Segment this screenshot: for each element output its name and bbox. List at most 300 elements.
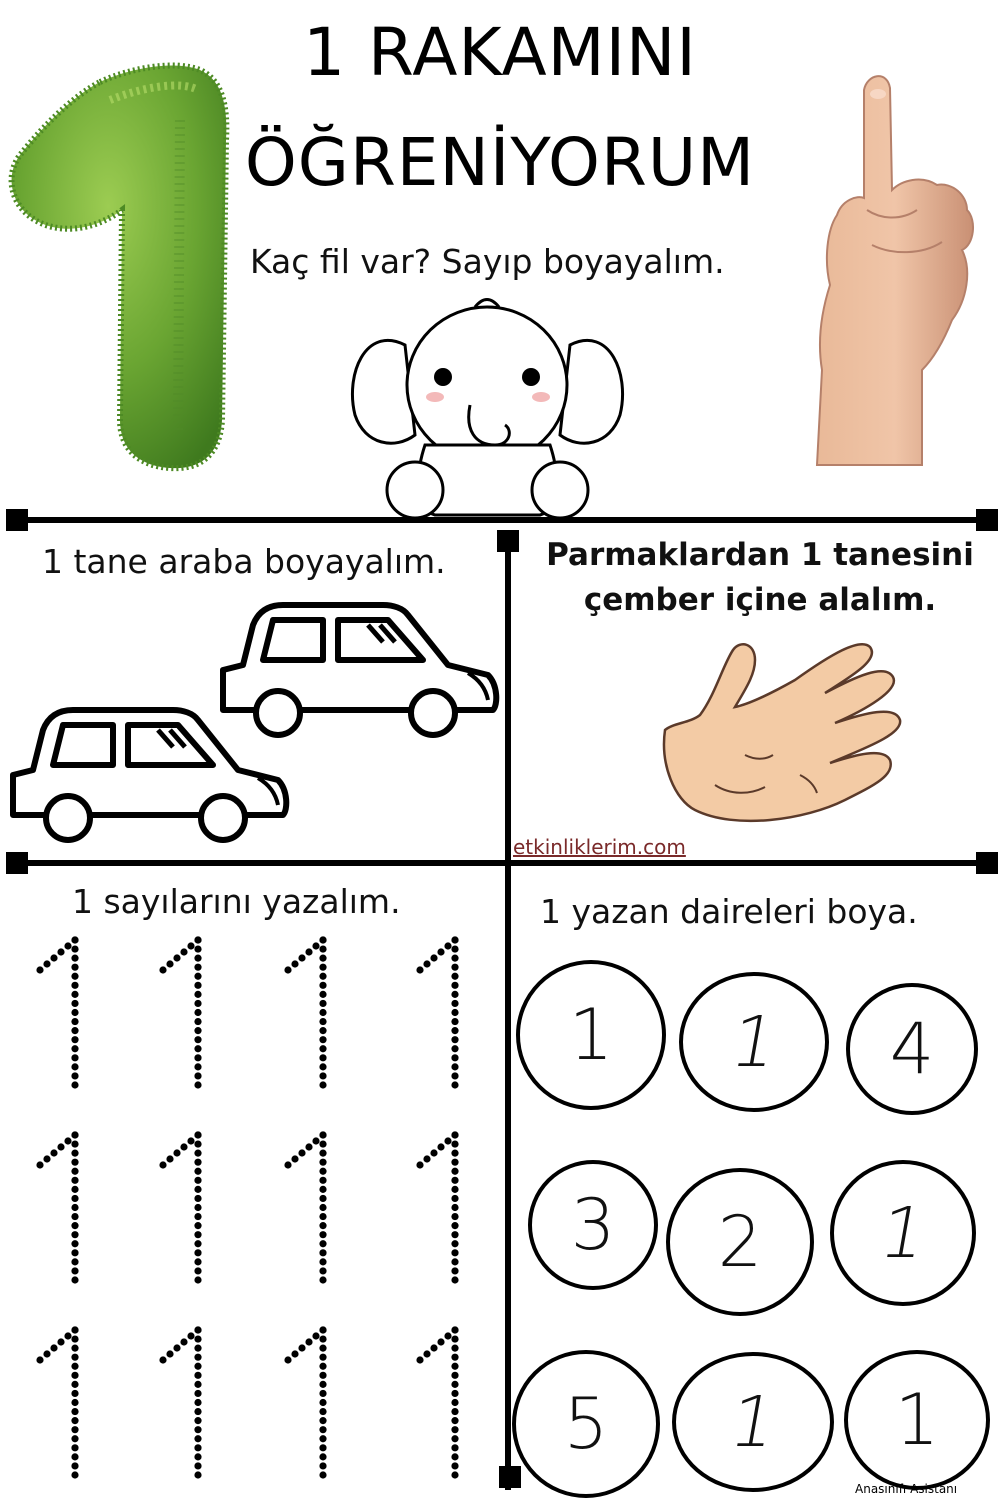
trace-dot	[451, 1426, 458, 1433]
circle-number: 1	[873, 1192, 933, 1274]
trace-dot	[437, 948, 444, 955]
trace-dot	[451, 955, 458, 962]
trace-dot	[194, 1444, 201, 1451]
trace-dot	[71, 1444, 78, 1451]
trace-dot	[71, 1222, 78, 1229]
trace-ones-grid	[0, 930, 500, 1490]
trace-dot	[305, 948, 312, 955]
trace-dot	[451, 1240, 458, 1247]
trace-dot	[319, 1417, 326, 1424]
trace-dot	[194, 1222, 201, 1229]
trace-dot	[451, 1326, 458, 1333]
trace-dot	[451, 1054, 458, 1061]
page-title-line2: ÖĞRENİYORUM	[244, 124, 756, 201]
trace-dot	[451, 1177, 458, 1184]
trace-dot	[319, 1363, 326, 1370]
center-divider	[505, 530, 511, 1490]
trace-dot	[430, 1149, 437, 1156]
trace-dot	[43, 1155, 50, 1162]
trace-dot	[71, 1036, 78, 1043]
trace-one-digit[interactable]	[284, 1326, 326, 1478]
trace-dot	[71, 1435, 78, 1442]
trace-dot	[180, 948, 187, 955]
trace-one-digit[interactable]	[159, 936, 201, 1088]
trace-dot	[437, 1338, 444, 1345]
number-circle[interactable]	[844, 1350, 990, 1490]
trace-dot	[194, 1372, 201, 1379]
trace-dot	[194, 1326, 201, 1333]
trace-dot	[194, 1063, 201, 1070]
trace-dot	[305, 1338, 312, 1345]
trace-dot	[312, 1332, 319, 1339]
trace-dot	[451, 1000, 458, 1007]
trace-dot	[57, 948, 64, 955]
trace-dot	[451, 1258, 458, 1265]
circle-number: 1	[894, 1379, 940, 1461]
trace-dot	[319, 1140, 326, 1147]
trace-dot	[194, 955, 201, 962]
trace-dot	[319, 982, 326, 989]
trace-dot	[194, 1417, 201, 1424]
open-hand-icon	[655, 635, 910, 835]
trace-dot	[187, 1137, 194, 1144]
trace-dot	[64, 1137, 71, 1144]
trace-dot	[451, 1372, 458, 1379]
trace-dot	[319, 1168, 326, 1175]
trace-dot	[319, 1222, 326, 1229]
trace-dot	[451, 1195, 458, 1202]
circle-number: 4	[889, 1008, 935, 1090]
trace-dot	[71, 1258, 78, 1265]
trace-dot	[319, 1240, 326, 1247]
trace-dot	[194, 945, 201, 952]
trace-dot	[319, 991, 326, 998]
trace-dot	[416, 1161, 423, 1168]
trace-dot	[194, 1072, 201, 1079]
trace-dot	[71, 1063, 78, 1070]
trace-dot	[416, 1356, 423, 1363]
trace-dot	[451, 945, 458, 952]
trace-dot	[416, 966, 423, 973]
trace-dot	[71, 1426, 78, 1433]
number-circle[interactable]	[679, 972, 829, 1112]
trace-ones-svg	[0, 930, 500, 1490]
trace-dot	[451, 1335, 458, 1342]
trace-dot	[319, 1335, 326, 1342]
trace-dot	[451, 1027, 458, 1034]
trace-dot	[319, 1081, 326, 1088]
car-icon	[8, 705, 293, 850]
trace-dot	[291, 1155, 298, 1162]
subtitle: Kaç fil var? Sayıp boyayalım.	[250, 242, 725, 281]
trace-dot	[194, 1231, 201, 1238]
number-circle[interactable]	[672, 1352, 834, 1492]
circles-instruction: 1 yazan daireleri boya.	[540, 892, 918, 931]
trace-dot	[194, 1140, 201, 1147]
trace-dot	[319, 1018, 326, 1025]
trace-dot	[64, 942, 71, 949]
trace-dot	[71, 1159, 78, 1166]
trace-dot	[451, 1276, 458, 1283]
trace-dot	[451, 1408, 458, 1415]
trace-dot	[194, 1009, 201, 1016]
trace-dot	[71, 1326, 78, 1333]
trace-dot	[284, 1161, 291, 1168]
trace-one-digit[interactable]	[36, 936, 78, 1088]
number-circle[interactable]	[516, 960, 666, 1110]
trace-dot	[71, 1276, 78, 1283]
credit-text: Anasınıfı Asistanı	[855, 1482, 958, 1496]
trace-dot	[194, 1081, 201, 1088]
trace-dot	[319, 1231, 326, 1238]
trace-dot	[57, 1338, 64, 1345]
trace-dot	[451, 991, 458, 998]
trace-dot	[71, 1267, 78, 1274]
circle-number: 1	[568, 994, 614, 1076]
trace-dot	[71, 1195, 78, 1202]
trace-dot	[194, 1213, 201, 1220]
trace-dot	[444, 942, 451, 949]
trace-dot	[71, 1027, 78, 1034]
trace-dot	[319, 1354, 326, 1361]
trace-dot	[194, 982, 201, 989]
trace-dot	[194, 1195, 201, 1202]
trace-dot	[451, 1444, 458, 1451]
trace-dot	[319, 1258, 326, 1265]
trace-dot	[71, 955, 78, 962]
trace-dot	[319, 1408, 326, 1415]
trace-dot	[71, 964, 78, 971]
fingers-instruction-line1: Parmaklardan 1 tanesini	[546, 537, 974, 573]
trace-dot	[319, 1249, 326, 1256]
trace-dot	[319, 973, 326, 980]
trace-dot	[451, 1063, 458, 1070]
trace-dot	[71, 1471, 78, 1478]
divider-cap	[976, 852, 998, 874]
trace-dot	[451, 1267, 458, 1274]
trace-dot	[159, 1356, 166, 1363]
trace-dot	[437, 1143, 444, 1150]
trace-dot	[451, 1363, 458, 1370]
trace-dot	[451, 1131, 458, 1138]
trace-dot	[451, 1453, 458, 1460]
trace-dot	[194, 1186, 201, 1193]
trace-one-digit[interactable]	[159, 1131, 201, 1283]
trace-dot	[319, 1444, 326, 1451]
trace-dot	[451, 1018, 458, 1025]
trace-dot	[71, 1408, 78, 1415]
trace-dot	[430, 954, 437, 961]
trace-dot	[194, 1018, 201, 1025]
trace-dot	[319, 1462, 326, 1469]
circle-number: 5	[563, 1383, 609, 1465]
circle-number: 2	[717, 1201, 763, 1283]
trace-dot	[312, 942, 319, 949]
trace-dot	[194, 1345, 201, 1352]
trace-one-digit[interactable]	[159, 1326, 201, 1478]
trace-dot	[451, 1072, 458, 1079]
trace-dot	[194, 1036, 201, 1043]
trace-dot	[451, 1168, 458, 1175]
trace-dot	[166, 960, 173, 967]
trace-dot	[319, 1150, 326, 1157]
trace-dot	[319, 1072, 326, 1079]
trace-dot	[451, 1081, 458, 1088]
trace-one-digit[interactable]	[416, 936, 458, 1088]
trace-dot	[71, 1204, 78, 1211]
trace-dot	[319, 1372, 326, 1379]
trace-dot	[194, 1027, 201, 1034]
trace-dot	[451, 1204, 458, 1211]
trace-dot	[423, 960, 430, 967]
watermark-link[interactable]: etkinliklerim.com	[513, 835, 686, 859]
trace-dot	[451, 1345, 458, 1352]
trace-dot	[319, 1390, 326, 1397]
trace-dot	[451, 1213, 458, 1220]
trace-dot	[319, 1381, 326, 1388]
trace-dot	[451, 1390, 458, 1397]
trace-dot	[319, 1027, 326, 1034]
trace-dot	[451, 1354, 458, 1361]
trace-dot	[71, 1399, 78, 1406]
trace-dot	[194, 973, 201, 980]
trace-dot	[36, 1161, 43, 1168]
trace-dot	[312, 1137, 319, 1144]
trace-one-digit[interactable]	[284, 1131, 326, 1283]
number-circle[interactable]	[830, 1160, 976, 1306]
trace-dot	[194, 1462, 201, 1469]
trace-dot	[194, 1471, 201, 1478]
trace-dot	[36, 966, 43, 973]
trace-dot	[430, 1344, 437, 1351]
trace-dot	[71, 982, 78, 989]
trace-dot	[451, 1222, 458, 1229]
trace-dot	[194, 964, 201, 971]
trace-dot	[451, 1399, 458, 1406]
trace-dot	[298, 954, 305, 961]
trace-dot	[194, 1435, 201, 1442]
trace-dot	[71, 1081, 78, 1088]
trace-dot	[194, 1177, 201, 1184]
fingers-instruction	[520, 533, 1000, 623]
trace-dot	[284, 966, 291, 973]
trace-dot	[173, 1344, 180, 1351]
trace-dot	[194, 1204, 201, 1211]
trace-dot	[50, 1344, 57, 1351]
trace-dot	[319, 936, 326, 943]
number-circle[interactable]	[846, 983, 978, 1115]
trace-dot	[166, 1350, 173, 1357]
number-circle[interactable]	[666, 1168, 814, 1316]
trace-dot	[187, 1332, 194, 1339]
trace-dot	[451, 1186, 458, 1193]
trace-dot	[194, 1453, 201, 1460]
trace-dot	[319, 1009, 326, 1016]
trace-dot	[194, 1381, 201, 1388]
trace-dot	[319, 1159, 326, 1166]
trace-dot	[194, 1000, 201, 1007]
trace-dot	[451, 1140, 458, 1147]
trace-dot	[451, 982, 458, 989]
trace-dot	[71, 1177, 78, 1184]
top-divider	[20, 517, 985, 523]
trace-one-digit[interactable]	[416, 1131, 458, 1283]
trace-dot	[71, 1240, 78, 1247]
trace-dot	[71, 1009, 78, 1016]
trace-dot	[50, 954, 57, 961]
trace-dot	[71, 1018, 78, 1025]
trace-dot	[319, 1213, 326, 1220]
trace-dot	[194, 936, 201, 943]
trace-dot	[180, 1338, 187, 1345]
trace-dot	[194, 1276, 201, 1283]
trace-dot	[451, 1009, 458, 1016]
trace-dot	[451, 1159, 458, 1166]
trace-dot	[194, 1150, 201, 1157]
trace-dot	[194, 1354, 201, 1361]
circle-number: 3	[570, 1184, 616, 1266]
trace-dot	[71, 1131, 78, 1138]
trace-dot	[71, 1390, 78, 1397]
trace-dot	[319, 1471, 326, 1478]
trace-dot	[319, 1045, 326, 1052]
trace-dot	[159, 1161, 166, 1168]
trace-dot	[194, 1054, 201, 1061]
trace-dot	[71, 1453, 78, 1460]
trace-dot	[194, 1399, 201, 1406]
trace-dot	[451, 1231, 458, 1238]
trace-dot	[451, 1462, 458, 1469]
trace-dot	[451, 936, 458, 943]
trace-dot	[43, 960, 50, 967]
trace-one-digit[interactable]	[416, 1326, 458, 1478]
trace-dot	[284, 1356, 291, 1363]
trace-dot	[194, 1267, 201, 1274]
trace-dot	[298, 1149, 305, 1156]
trace-dot	[194, 1168, 201, 1175]
trace-dot	[319, 1267, 326, 1274]
trace-dot	[194, 1335, 201, 1342]
trace-one-digit[interactable]	[284, 936, 326, 1088]
trace-dot	[451, 1150, 458, 1157]
trace-dot	[71, 1354, 78, 1361]
divider-cap	[6, 509, 28, 531]
trace-dot	[180, 1143, 187, 1150]
trace-dot	[444, 1332, 451, 1339]
trace-dot	[71, 1372, 78, 1379]
trace-dot	[173, 954, 180, 961]
trace-dot	[451, 1249, 458, 1256]
trace-dot	[451, 1471, 458, 1478]
cars-instruction: 1 tane araba boyayalım.	[42, 542, 446, 581]
trace-dot	[36, 1356, 43, 1363]
trace-dot	[319, 1131, 326, 1138]
trace-dot	[319, 945, 326, 952]
trace-dot	[319, 1000, 326, 1007]
grass-number-one-icon	[0, 60, 240, 480]
trace-dot	[319, 1276, 326, 1283]
trace-dot	[71, 1381, 78, 1388]
trace-dot	[319, 964, 326, 971]
page-title-line1: 1 RAKAMINI	[303, 14, 697, 91]
trace-dot	[194, 1249, 201, 1256]
number-circle[interactable]	[512, 1350, 660, 1498]
divider-cap	[976, 509, 998, 531]
trace-dot	[71, 1335, 78, 1342]
trace-dot	[194, 1390, 201, 1397]
trace-dot	[319, 1345, 326, 1352]
trace-dot	[319, 1054, 326, 1061]
trace-dot	[71, 1345, 78, 1352]
trace-dot	[319, 1195, 326, 1202]
trace-dot	[71, 1249, 78, 1256]
trace-dot	[451, 1417, 458, 1424]
trace-dot	[194, 991, 201, 998]
trace-dot	[71, 973, 78, 980]
trace-dot	[50, 1149, 57, 1156]
trace-dot	[173, 1149, 180, 1156]
trace-dot	[319, 1435, 326, 1442]
trace-dot	[57, 1143, 64, 1150]
trace-dot	[71, 1168, 78, 1175]
trace-dot	[298, 1344, 305, 1351]
trace-dot	[71, 991, 78, 998]
trace-dot	[71, 1231, 78, 1238]
trace-dot	[71, 1072, 78, 1079]
trace-dot	[319, 955, 326, 962]
trace-dot	[451, 1435, 458, 1442]
circle-number: 1	[723, 1381, 783, 1463]
trace-dot	[194, 1258, 201, 1265]
divider-cap	[499, 1466, 521, 1488]
trace-dot	[71, 1150, 78, 1157]
circle-number: 1	[724, 1001, 784, 1083]
trace-dot	[319, 1326, 326, 1333]
trace-dot	[187, 942, 194, 949]
trace-dot	[194, 1426, 201, 1433]
trace-dot	[71, 1213, 78, 1220]
trace-dot	[71, 1417, 78, 1424]
trace-one-digit[interactable]	[36, 1326, 78, 1478]
trace-dot	[319, 1063, 326, 1070]
trace-dot	[291, 960, 298, 967]
trace-dot	[71, 1045, 78, 1052]
trace-dot	[71, 945, 78, 952]
trace-dot	[64, 1332, 71, 1339]
divider-cap	[6, 852, 28, 874]
trace-dot	[159, 966, 166, 973]
middle-divider	[20, 860, 985, 866]
trace-dot	[451, 973, 458, 980]
trace-dot	[319, 1453, 326, 1460]
trace-one-digit[interactable]	[36, 1131, 78, 1283]
trace-dot	[194, 1045, 201, 1052]
trace-dot	[423, 1350, 430, 1357]
trace-dot	[319, 1036, 326, 1043]
trace-dot	[71, 936, 78, 943]
trace-dot	[166, 1155, 173, 1162]
trace-dot	[194, 1131, 201, 1138]
trace-dot	[194, 1363, 201, 1370]
trace-dot	[451, 1036, 458, 1043]
number-circle[interactable]	[528, 1160, 658, 1290]
elephant-icon	[345, 285, 630, 525]
trace-dot	[305, 1143, 312, 1150]
trace-dot	[319, 1204, 326, 1211]
trace-dot	[319, 1186, 326, 1193]
trace-dot	[71, 1462, 78, 1469]
trace-dot	[451, 964, 458, 971]
